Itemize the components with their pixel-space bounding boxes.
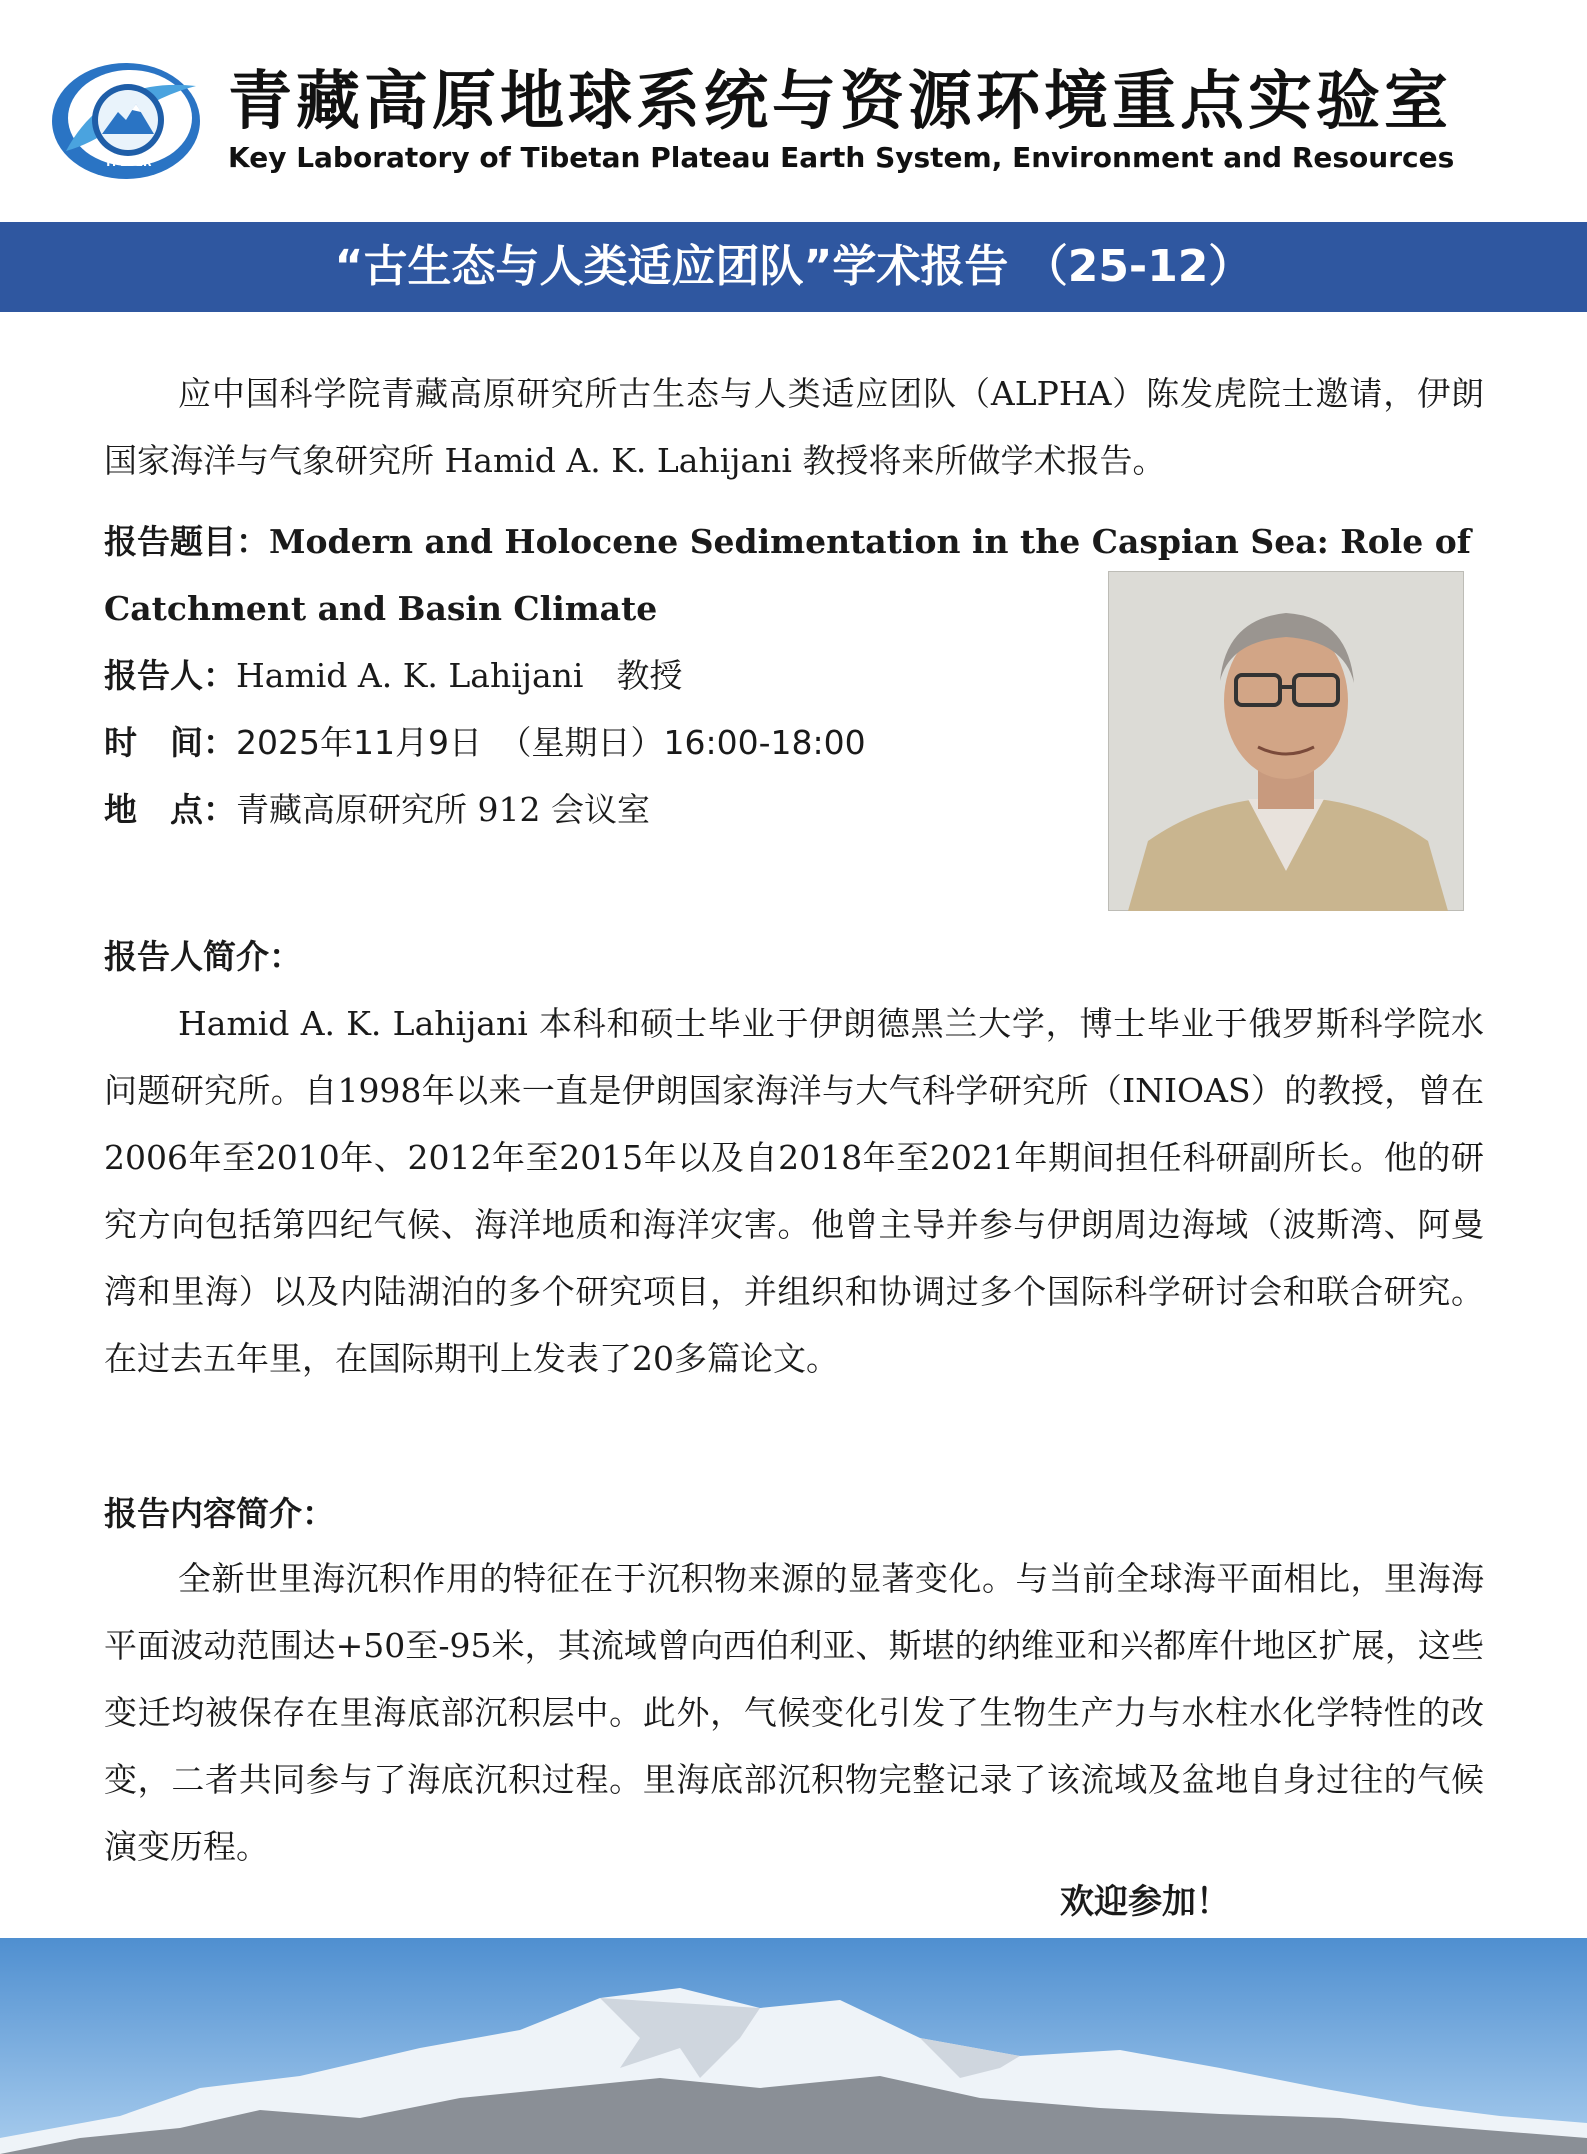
intro-paragraph: 应中国科学院青藏高原研究所古生态与人类适应团队（ALPHA）陈发虎院士邀请，伊朗国家海洋与气象研究所 Hamid A. K. Lahijani 教授将来所做学术报告。: [104, 374, 1484, 480]
speaker-photo: [1108, 571, 1464, 911]
abstract-paragraph: 全新世里海沉积作用的特征在于沉积物来源的显著变化。与当前全球海平面相比，里海海平面波动范围达+50至-95米，其流域曾向西伯利亚、斯堪的纳维亚和兴都库什地区扩展，这些变迁均被保存在里海底部沉积层中。此外，气候变化引发了生物生产力与水柱水化学特性的改变，二者共同参与了海底沉积过程。里海底部沉积物完整记录了该流域及盆地自身过往的气候演变历程。: [104, 1559, 1484, 1866]
time-row: [104, 709, 866, 776]
lab-title-cn: 青藏高原地球系统与资源环境重点实验室: [228, 65, 1452, 139]
time-label: 时 间：: [104, 723, 236, 762]
lab-title-en: Key Laboratory of Tibetan Plateau Earth System, Environment and Resources: [228, 141, 1455, 174]
welcome-text: 欢迎参加！: [1060, 1882, 1230, 1922]
place-value: 青藏高原研究所 912 会议室: [236, 790, 650, 829]
speaker-label: 报告人：: [104, 656, 236, 695]
topic-line1: Modern and Holocene Sedimentation in the Caspian Sea: Role of: [269, 522, 1471, 561]
speaker-value: Hamid A. K. Lahijani 教授: [236, 656, 683, 695]
bio-paragraph: Hamid A. K. Lahijani 本科和硕士毕业于伊朗德黑兰大学，博士毕业于俄罗斯科学院水问题研究所。自1998年以来一直是伊朗国家海洋与大气科学研究所（INIOAS）的教授，曾在2006年至2010年、2012年至2015年以及自2018年至2021年期间担任科研副所长。他的研究方向包括第四纪气候、海洋地质和海洋灾害。他曾主导并参与伊朗周边海域（波斯湾、阿曼湾和里海）以及内陆湖泊的多个研究项目，并组织和协调过多个国际科学研讨会和联合研究。在过去五年里，在国际期刊上发表了20多篇论文。: [104, 1004, 1484, 1378]
abstract-heading: 报告内容简介：: [104, 1494, 335, 1533]
topic-line2: Catchment and Basin Climate: [104, 589, 658, 628]
tpeser-logo-icon: [46, 56, 206, 186]
speaker-row: [104, 642, 682, 709]
mountain-landscape-image: [0, 1938, 1587, 2154]
page-header: [0, 0, 1587, 222]
logo-text: TPESER: [104, 156, 152, 169]
topic-label: 报告题目：: [104, 522, 269, 561]
bio-heading: 报告人简介：: [104, 937, 302, 976]
topic-row: [104, 508, 1471, 575]
place-label: 地 点：: [104, 790, 236, 829]
place-row: [104, 776, 650, 843]
time-value: 2025年11月9日 （星期日）16:00-18:00: [236, 723, 866, 762]
report-banner-title: “古生态与人类适应团队”学术报告 （25-12）: [0, 222, 1587, 312]
